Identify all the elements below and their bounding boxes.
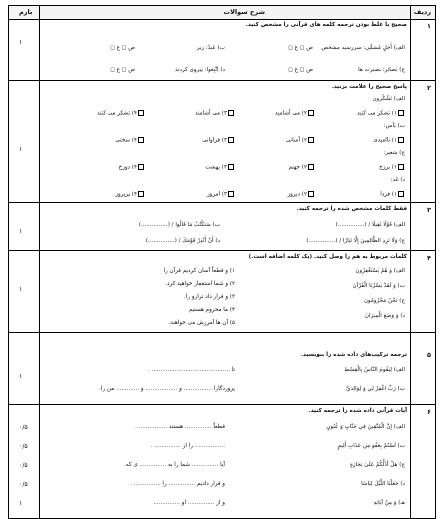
q6-item: الف) إِنَّ الْمُتَّقِينَ فِي جَنَّاتٍ وَ عُيُونٍ (326, 424, 405, 430)
question-title: پاسخ صحیح را علامت بزنید. (331, 84, 407, 90)
row-divider (9, 250, 435, 251)
question-number: ۱ (427, 22, 431, 30)
q2-option[interactable]: ۱) ناامیدی (373, 137, 405, 145)
q5-item: الف) لِيَقُومَ النَّاسُ بِالْقِسْطِ (344, 367, 405, 373)
q6-answer-line[interactable]: و قرار دادیم ............... را ............... . (130, 481, 225, 487)
q2-option[interactable]: ۲) آسانی (286, 137, 315, 145)
question-score: ۱ (19, 228, 23, 235)
q2-option[interactable]: ۲) دیروز (287, 191, 315, 199)
q6-answer-line[interactable]: آیا ............... شما را به ............... ی که. (124, 462, 225, 468)
q2-label: د) غَد: (390, 177, 405, 183)
question-title: آیات قرآنی داده شده را ترجمه کنید. (308, 408, 407, 414)
q1-item: ب) عَبدٌ: زیر (196, 45, 225, 51)
question-number: ۳ (427, 206, 431, 214)
q5-answer-line[interactable]: پروردگارا ................ و .................. و ............. من را. (99, 386, 235, 392)
q2-label: ب) یَأس: (383, 123, 405, 129)
row-divider (9, 332, 435, 333)
question-score: ۱ (19, 146, 23, 153)
q3-item: د) أَنْ أَنْذِرْ قَوْمَكَ / (...............) (145, 238, 220, 244)
question-title: ترجمه ترکیب‌های داده شده را بنویسید. (300, 352, 407, 358)
q4-left-item: ۲) و شما استغفار خواهید کرد. (165, 281, 235, 287)
question-score: ۱ (19, 286, 23, 293)
q6-score: ۰/۵ (19, 424, 28, 431)
q4-left-item: ۳) و قرار داد ترازو را. (184, 294, 235, 300)
question-score: ۱ (19, 373, 23, 380)
row-divider (9, 80, 435, 81)
q4-right-item: الف) وَ هُمْ يَسْتَغْفِرُونَ (355, 268, 405, 274)
q2-label: الف) تَشْکُرون (372, 96, 405, 102)
q2-label: ج) سَعیر: (383, 150, 405, 156)
q1-options[interactable]: ص ◻ غ ◻ (110, 67, 135, 73)
q1-item: الف) أَجَلٍ مُسَمًّى: سررسید مشخص (321, 45, 405, 51)
question-number: ۵ (427, 351, 431, 359)
q1-item: د) اِتَّبِعوا: پیروی کردند (175, 67, 225, 73)
q2-option[interactable]: ۳) فراوانی (202, 137, 235, 145)
table-header (9, 6, 435, 20)
q5-item: ب) رَبِّ اغْفِرْ لِي وَ لِوَالِدَيَّ (346, 386, 405, 392)
column-divider (39, 6, 40, 518)
question-title: کلمات مربوط به هم را وصل کنید. (یک کلمه اضافه است.) (248, 254, 407, 260)
q6-answer-line[interactable]: قطعاً ............... هستند ................ . (135, 424, 225, 430)
q6-item: د) جَعَلْنَا اللَّيْلَ لِبَاسًا (361, 481, 405, 487)
q4-left-item: ۱) و قطعاً آسان کردیم قرآن را (163, 268, 235, 274)
question-title: فقط کلمات مشخص شده را ترجمه کنید. (296, 206, 407, 212)
question-title: صحیح یا غلط بودن ترجمه کلمه های قرآنی را مشخص کنید. (245, 22, 407, 28)
q2-option[interactable]: ۲) جهنم (289, 164, 315, 172)
header-num: ردیف (413, 8, 431, 16)
q2-option[interactable]: ۱) برزخ (379, 164, 405, 172)
row-divider (9, 202, 435, 203)
q6-item: ج) هَلْ أَدُلُّكُمْ عَلَىٰ تِجَارَةٍ (349, 462, 405, 468)
q1-options[interactable]: ص ◻ غ ◻ (288, 67, 313, 73)
q4-left-item: ۵) آن ها آمرزش می خواهند. (168, 320, 235, 326)
q3-item: الف) قَوْلًا ثَقِيلًا / (...............) (335, 222, 405, 228)
q6-score: ۰/۵ (19, 462, 28, 469)
header-score: بارم (19, 8, 33, 16)
question-score: ۱ (19, 39, 23, 46)
q2-option[interactable]: ۳) امروز (207, 191, 235, 199)
q3-item: ج) وَلَا تَزِدِ الظَّالِمِينَ إِلَّا تَبَارًا / (...............) (306, 238, 405, 244)
q4-right-item: ب) وَ لَقَدْ يَسَّرْنَا الْقُرْآنَ (352, 283, 405, 289)
q5-answer-line[interactable]: تا ............................................ . (148, 367, 235, 373)
question-number: ۲ (427, 84, 431, 92)
q2-option[interactable]: ۴) سختی (115, 137, 145, 145)
q6-item: هـ) وَ مِنْ آيَاتِهِ (373, 500, 405, 506)
q1-options[interactable]: ص ◻ غ ◻ (110, 45, 135, 51)
q2-option[interactable]: ۴) تشکر می کنند (97, 110, 145, 118)
q4-left-item: ۴) ما محروم هستیم (188, 307, 235, 313)
q3-item: ب) سَنَكْتُبُ مَا قَالُوا / (...............) (138, 222, 220, 228)
question-number: ۶ (427, 408, 431, 416)
q2-option[interactable]: ۲) می آشامید (275, 110, 315, 118)
q4-right-item: ج) نَحْنُ مَحْرُومُونَ (363, 298, 405, 304)
q2-option[interactable]: ۱) تشکر می کنید (357, 110, 405, 118)
q6-item: ب) لَسْتُمْ بِعَفُو مِن عَذَابِ أَلِيمٍ (337, 443, 405, 449)
header-question: شرح سوالات (223, 8, 265, 16)
q2-option[interactable]: ۳) می آشامند (195, 110, 235, 118)
q2-option[interactable]: ۱) فردا (380, 191, 405, 199)
exam-sheet (8, 5, 436, 519)
q6-score: ۱ (19, 500, 23, 507)
question-number: ۴ (427, 254, 431, 262)
q6-score: ۰/۵ (19, 481, 28, 488)
row-divider (9, 404, 435, 405)
q6-answer-line[interactable]: و از ............... او ............... (153, 500, 225, 506)
q2-option[interactable]: ۴) دوزخ (119, 164, 145, 172)
q1-options[interactable]: ص ◻ غ ◻ (288, 45, 313, 51)
q2-option[interactable]: ۳) بهشت (205, 164, 235, 172)
q6-score: ۰/۵ (19, 443, 28, 450)
column-divider (410, 6, 411, 518)
q2-option[interactable]: ۴) پریروز (115, 191, 145, 199)
q4-right-item: د) وَ وَضَعَ الْمِيزَانَ (364, 313, 405, 319)
q1-item: ج) بَصائِر: بصیرت ها (358, 67, 405, 73)
q6-answer-line[interactable]: ................. را از ............... . (150, 443, 225, 449)
